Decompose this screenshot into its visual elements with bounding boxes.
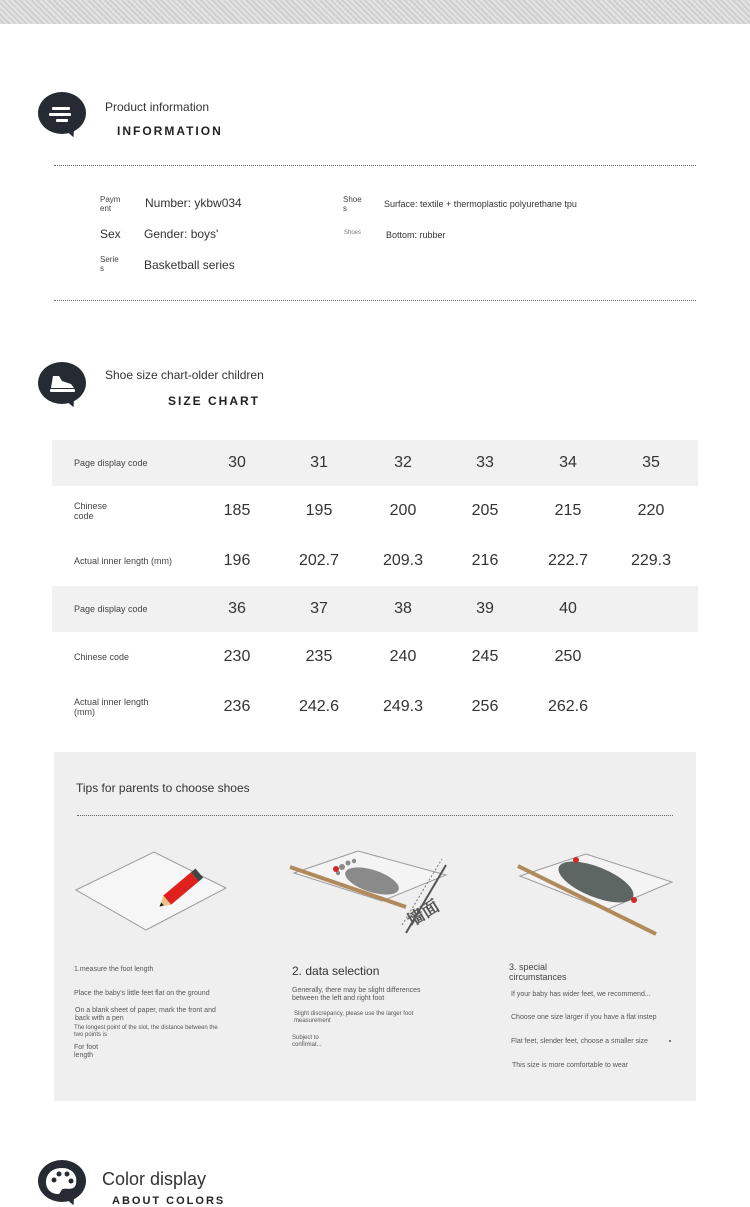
- size-cell: 235: [305, 648, 333, 665]
- size-cell: 35: [642, 454, 660, 471]
- size-cell: 249.3: [382, 698, 424, 715]
- sex-label: Sex: [100, 227, 121, 241]
- size-cell: 195: [305, 502, 333, 519]
- tip3-line: Choose one size larger if you have a flat instep: [511, 1014, 657, 1021]
- divider: [77, 815, 673, 816]
- divider: [54, 165, 696, 166]
- payment-label: Paym ent: [100, 195, 121, 213]
- size-title-small: Shoe size chart-older children: [105, 368, 264, 382]
- size-cell: 37: [310, 600, 328, 617]
- size-cell: 250: [554, 648, 582, 665]
- bottom-value: Bottom: rubber: [386, 230, 446, 240]
- shoes-bottom-label: Shoes: [344, 230, 362, 236]
- size-cell: 222.7: [547, 552, 589, 569]
- size-row-label: Chinese code: [74, 652, 130, 662]
- size-cell: 240: [389, 648, 417, 665]
- size-cell: 200: [389, 502, 417, 519]
- series-value: Basketball series: [144, 258, 235, 272]
- size-cell: 245: [471, 648, 499, 665]
- size-cell: 230: [223, 648, 251, 665]
- tip3-line: Flat feet, slender feet, choose a smaller size: [511, 1038, 648, 1045]
- size-cell: 205: [471, 502, 499, 519]
- size-cell: 30: [228, 454, 246, 471]
- wall-label: 墙面: [403, 896, 444, 932]
- color-title-big: ABOUT COLORS: [112, 1195, 226, 1207]
- size-cell: 33: [476, 454, 494, 471]
- tip1-line: The longest point of the slot, the distance between the two points is: [74, 1025, 218, 1038]
- tip1-line: For foot length: [74, 1044, 99, 1059]
- info-title-small: Product information: [105, 100, 210, 114]
- size-cell: 236: [223, 698, 251, 715]
- size-cell: 216: [471, 552, 499, 569]
- size-cell: 196: [223, 552, 251, 569]
- size-row-label: Page display code: [74, 458, 148, 468]
- size-cell: 215: [554, 502, 582, 519]
- size-row: [52, 486, 698, 536]
- tip1-heading: 1.measure the foot length: [74, 966, 154, 973]
- size-cell: 34: [559, 454, 577, 471]
- surface-value: Surface: textile + thermoplastic polyurethane tpu: [384, 199, 577, 209]
- size-cell: 185: [223, 502, 251, 519]
- paper-pencil-illustration: [74, 848, 229, 938]
- size-row-label: Page display code: [74, 604, 148, 614]
- tips-title: Tips for parents to choose shoes: [76, 781, 250, 795]
- chat-bubble-icon: [38, 92, 86, 134]
- tip2-line: Slight discrepancy, please use the larger foot measurement: [294, 1011, 414, 1024]
- shoes-surface-label: Shoe s: [343, 195, 362, 213]
- size-row: [52, 440, 698, 486]
- size-cell: 209.3: [382, 552, 424, 569]
- tip2-line: Generally, there may be slight differences between the left and right foot: [292, 987, 421, 1002]
- tip1-line: Place the baby's little feet flat on the ground: [74, 990, 210, 997]
- size-chart-table: [52, 440, 698, 732]
- foot-ruler-wall-illustration: [286, 845, 451, 940]
- size-title-big: SIZE CHART: [168, 394, 260, 408]
- tip3-line: This size is more comfortable to wear: [512, 1062, 628, 1069]
- palette-icon: [38, 1160, 86, 1202]
- number-value: Number: ykbw034: [145, 196, 242, 210]
- sneaker-icon: [38, 362, 86, 404]
- tips-panel: [54, 752, 696, 1101]
- size-cell: 32: [394, 454, 412, 471]
- info-title-big: INFORMATION: [117, 124, 223, 138]
- size-cell: 262.6: [547, 698, 589, 715]
- size-cell: 242.6: [298, 698, 340, 715]
- foot-width-illustration: [516, 848, 676, 938]
- tip2-heading: 2. data selection: [292, 964, 380, 978]
- bullet-dot: [669, 1040, 671, 1042]
- color-title-small: Color display: [102, 1169, 207, 1189]
- size-cell: 36: [228, 600, 246, 617]
- tip3-heading: 3. special circumstances: [509, 962, 567, 982]
- tip1-line: On a blank sheet of paper, mark the front and back with a pen: [75, 1007, 216, 1022]
- size-row: [52, 682, 698, 732]
- divider: [54, 300, 696, 301]
- size-row: [52, 586, 698, 632]
- gender-value: Gender: boys': [144, 227, 219, 241]
- size-row: [52, 536, 698, 586]
- size-cell: 40: [559, 600, 577, 617]
- size-cell: 256: [471, 698, 499, 715]
- series-label: Serie s: [100, 255, 119, 273]
- size-cell: 38: [394, 600, 412, 617]
- size-cell: 39: [476, 600, 494, 617]
- size-cell: 220: [637, 502, 665, 519]
- tip3-line: If your baby has wider feet, we recommend...: [511, 991, 651, 998]
- size-row-label: Actual inner length (mm): [74, 556, 173, 566]
- size-cell: 31: [310, 454, 328, 471]
- tip2-line: Subject to confirmat...: [292, 1035, 322, 1048]
- top-pattern-band: [0, 0, 750, 24]
- size-cell: 202.7: [298, 552, 340, 569]
- size-cell: 229.3: [630, 552, 672, 569]
- size-row: [52, 632, 698, 682]
- size-row-label: Chinese code: [74, 501, 108, 521]
- size-row-label: Actual inner length (mm): [74, 697, 149, 717]
